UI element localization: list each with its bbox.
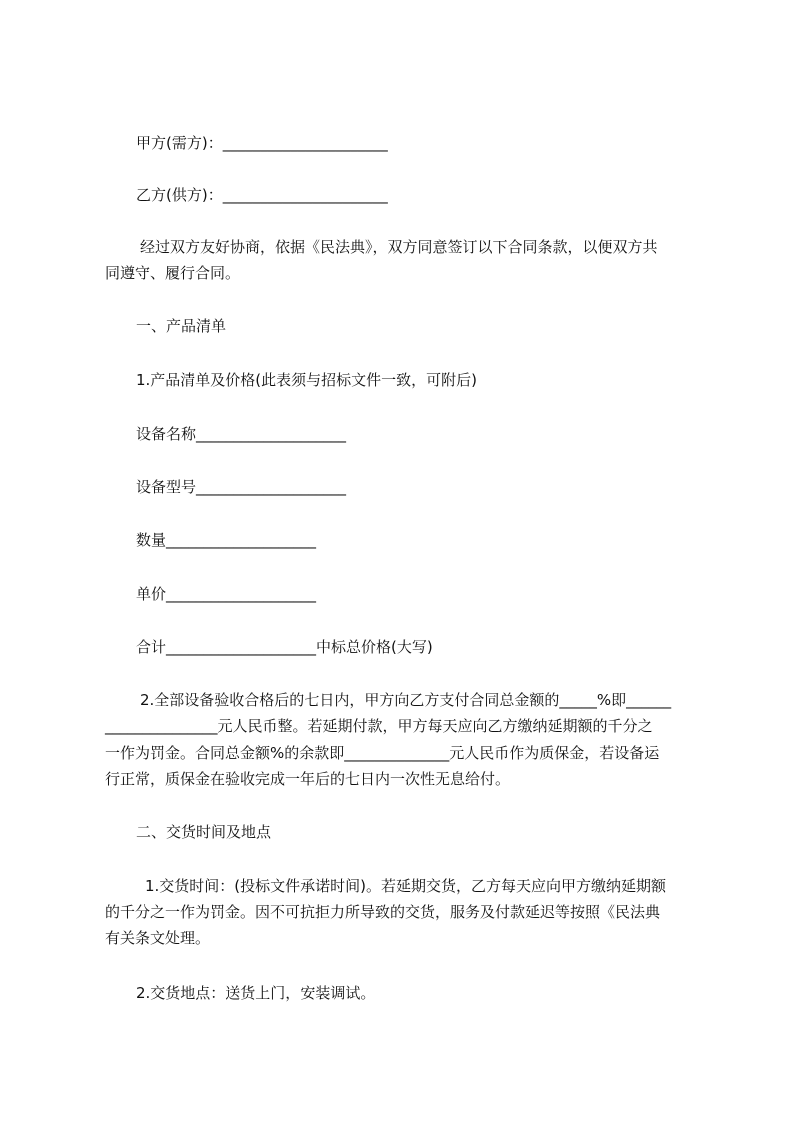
section2-item1-line-1: 1.交货时间：(投标文件承诺时间)。若延期交货，乙方每天应向甲方缴纳延期额 <box>145 877 667 895</box>
intro-line-1: 经过双方友好协商，依据《民法典》，双方同意签订以下合同条款，以便双方共 <box>140 238 658 256</box>
section2-item1-line-2: 的千分之一作为罚金。因不可抗拒力所导致的交货，服务及付款延迟等按照《民法典 <box>105 903 661 921</box>
party-a-line: 甲方(需方)：______________________ <box>136 134 388 152</box>
section2-item1-line-3: 有关条文处理。 <box>105 929 211 947</box>
section2-heading: 二、交货时间及地点 <box>136 823 272 841</box>
intro-line-2: 同遵守、履行合同。 <box>105 264 241 282</box>
field-device-model: 设备型号____________________ <box>136 478 347 496</box>
field-quantity: 数量____________________ <box>136 531 317 549</box>
section1-item2-line-2: _______________元人民币整。若延期付款，甲方每天应向乙方缴纳延期额的千分之 <box>105 717 653 735</box>
section1-item2-line-4: 行正常，质保金在验收完成一年后的七日内一次性无息给付。 <box>105 770 511 788</box>
section1-heading: 一、产品清单 <box>136 317 227 335</box>
field-unit-price: 单价____________________ <box>136 585 317 603</box>
party-b-line: 乙方(供方)：______________________ <box>136 186 388 204</box>
section1-item2-line-3: 一作为罚金。合同总金额%的余款即______________元人民币作为质保金，若设备运 <box>105 744 660 762</box>
section1-item2-line-1: 2.全部设备验收合格后的七日内，甲方向乙方支付合同总金额的_____%即______ <box>140 691 672 709</box>
field-device-name: 设备名称____________________ <box>136 425 347 443</box>
field-total: 合计____________________中标总价格(大写) <box>136 638 433 656</box>
section1-item1: 1.产品清单及价格(此表须与招标文件一致，可附后) <box>136 371 478 389</box>
section2-item2: 2.交货地点：送货上门，安装调试。 <box>136 984 376 1002</box>
